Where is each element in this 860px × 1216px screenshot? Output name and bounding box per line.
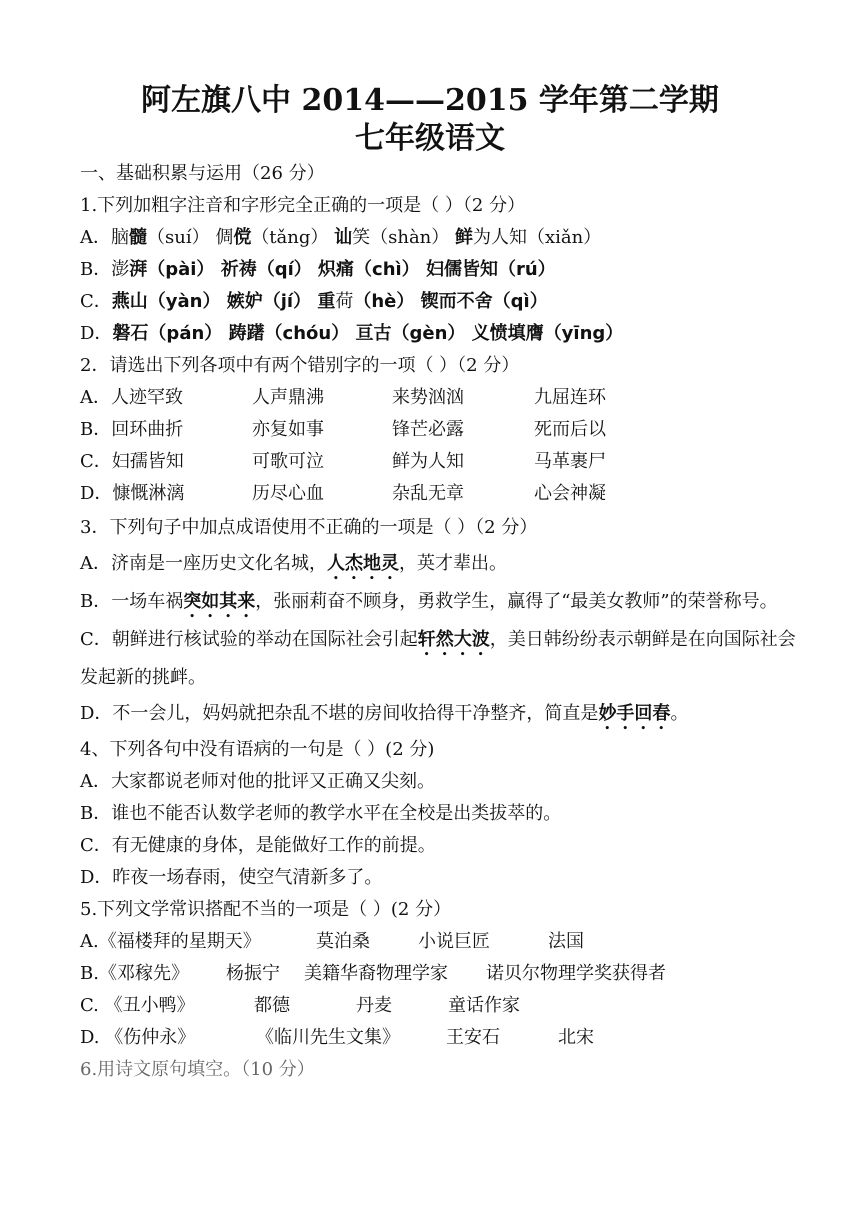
question-2-option-a: A．人迹罕致 人声鼎沸 来势汹汹 九屈连环 (80, 387, 606, 408)
exam-subtitle: 七年级语文 (355, 121, 505, 156)
exam-title: 阿左旗八中 2014——2015 学年第二学期 (141, 83, 719, 118)
question-1-stem: 1.下列加粗字注音和字形完全正确的一项是（ ）（2 分） (80, 195, 526, 216)
question-5-stem: 5.下列文学常识搭配不当的一项是（ ）(2 分） (80, 899, 452, 920)
question-1-option-b: B．澎湃（pài） 祈祷（qí） 炽痛（chì） 妇儒皆知（rú） (80, 259, 556, 280)
question-5-option-c: C. 《丑小鸭》 都德 丹麦 童话作家 (80, 995, 520, 1016)
question-3-option-a: A．济南是一座历史文化名城，人杰地灵，英才辈出。 (80, 553, 507, 574)
question-1-option-a: A．脑髓（suí） 倜傥（tǎng） 讪笑（shàn） 鲜为人知（xiǎn） (80, 227, 602, 248)
exam-page (80, 82, 800, 1086)
question-2-stem: 2．请选出下列各项中有两个错别字的一项（ ）（2 分） (80, 355, 520, 376)
question-1-option-c: C．燕山（yàn） 嫉妒（jí） 重荷（hè） 锲而不舍（qì） (80, 291, 548, 312)
question-1-option-d: D．磐石（pán） 踌躇（chóu） 亘古（gèn） 义愤填膺（yīng） (80, 323, 624, 344)
question-3-option-c: C．朝鲜进行核试验的举动在国际社会引起轩然大波，美日韩纷纷表示朝鲜是在向国际社会发起新的挑衅。 (80, 629, 796, 688)
question-6-stem: 6.用诗文原句填空。（10 分） (80, 1059, 315, 1080)
question-4-stem: 4、下列各句中没有语病的一句是（ ）(2 分) (80, 739, 435, 760)
question-2-option-c: C．妇孺皆知 可歌可泣 鲜为人知 马革裹尸 (80, 451, 606, 472)
question-2-option-d: D．慷慨淋漓 历尽心血 杂乱无章 心会神凝 (80, 483, 606, 504)
question-2-option-b: B．回环曲折 亦复如事 锋芒必露 死而后以 (80, 419, 606, 440)
section-heading: 一、基础积累与运用（26 分） (80, 163, 325, 184)
question-4-option-c: C．有无健康的身体，是能做好工作的前提。 (80, 835, 436, 856)
question-5-option-b: B.《邓稼先》 杨振宁 美籍华裔物理学家 诺贝尔物理学奖获得者 (80, 963, 666, 984)
question-4-option-b: B．谁也不能否认数学老师的教学水平在全校是出类拔萃的。 (80, 803, 562, 824)
question-3-option-d: D．不一会儿，妈妈就把杂乱不堪的房间收拾得干净整齐，简直是妙手回春。 (80, 703, 689, 724)
question-3-option-b: B．一场车祸突如其来，张丽莉奋不顾身，勇救学生，赢得了“最美女教师”的荣誉称号。 (80, 591, 778, 612)
question-3-stem: 3．下列句子中加点成语使用不正确的一项是（ ）（2 分） (80, 517, 538, 538)
question-5-option-d: D. 《伤仲永》 《临川先生文集》 王安石 北宋 (80, 1027, 594, 1048)
question-4-option-a: A．大家都说老师对他的批评又正确又尖刻。 (80, 771, 435, 792)
question-4-option-d: D．昨夜一场春雨，使空气清新多了。 (80, 867, 383, 888)
question-5-option-a: A.《福楼拜的星期天》 莫泊桑 小说巨匠 法国 (80, 931, 584, 952)
